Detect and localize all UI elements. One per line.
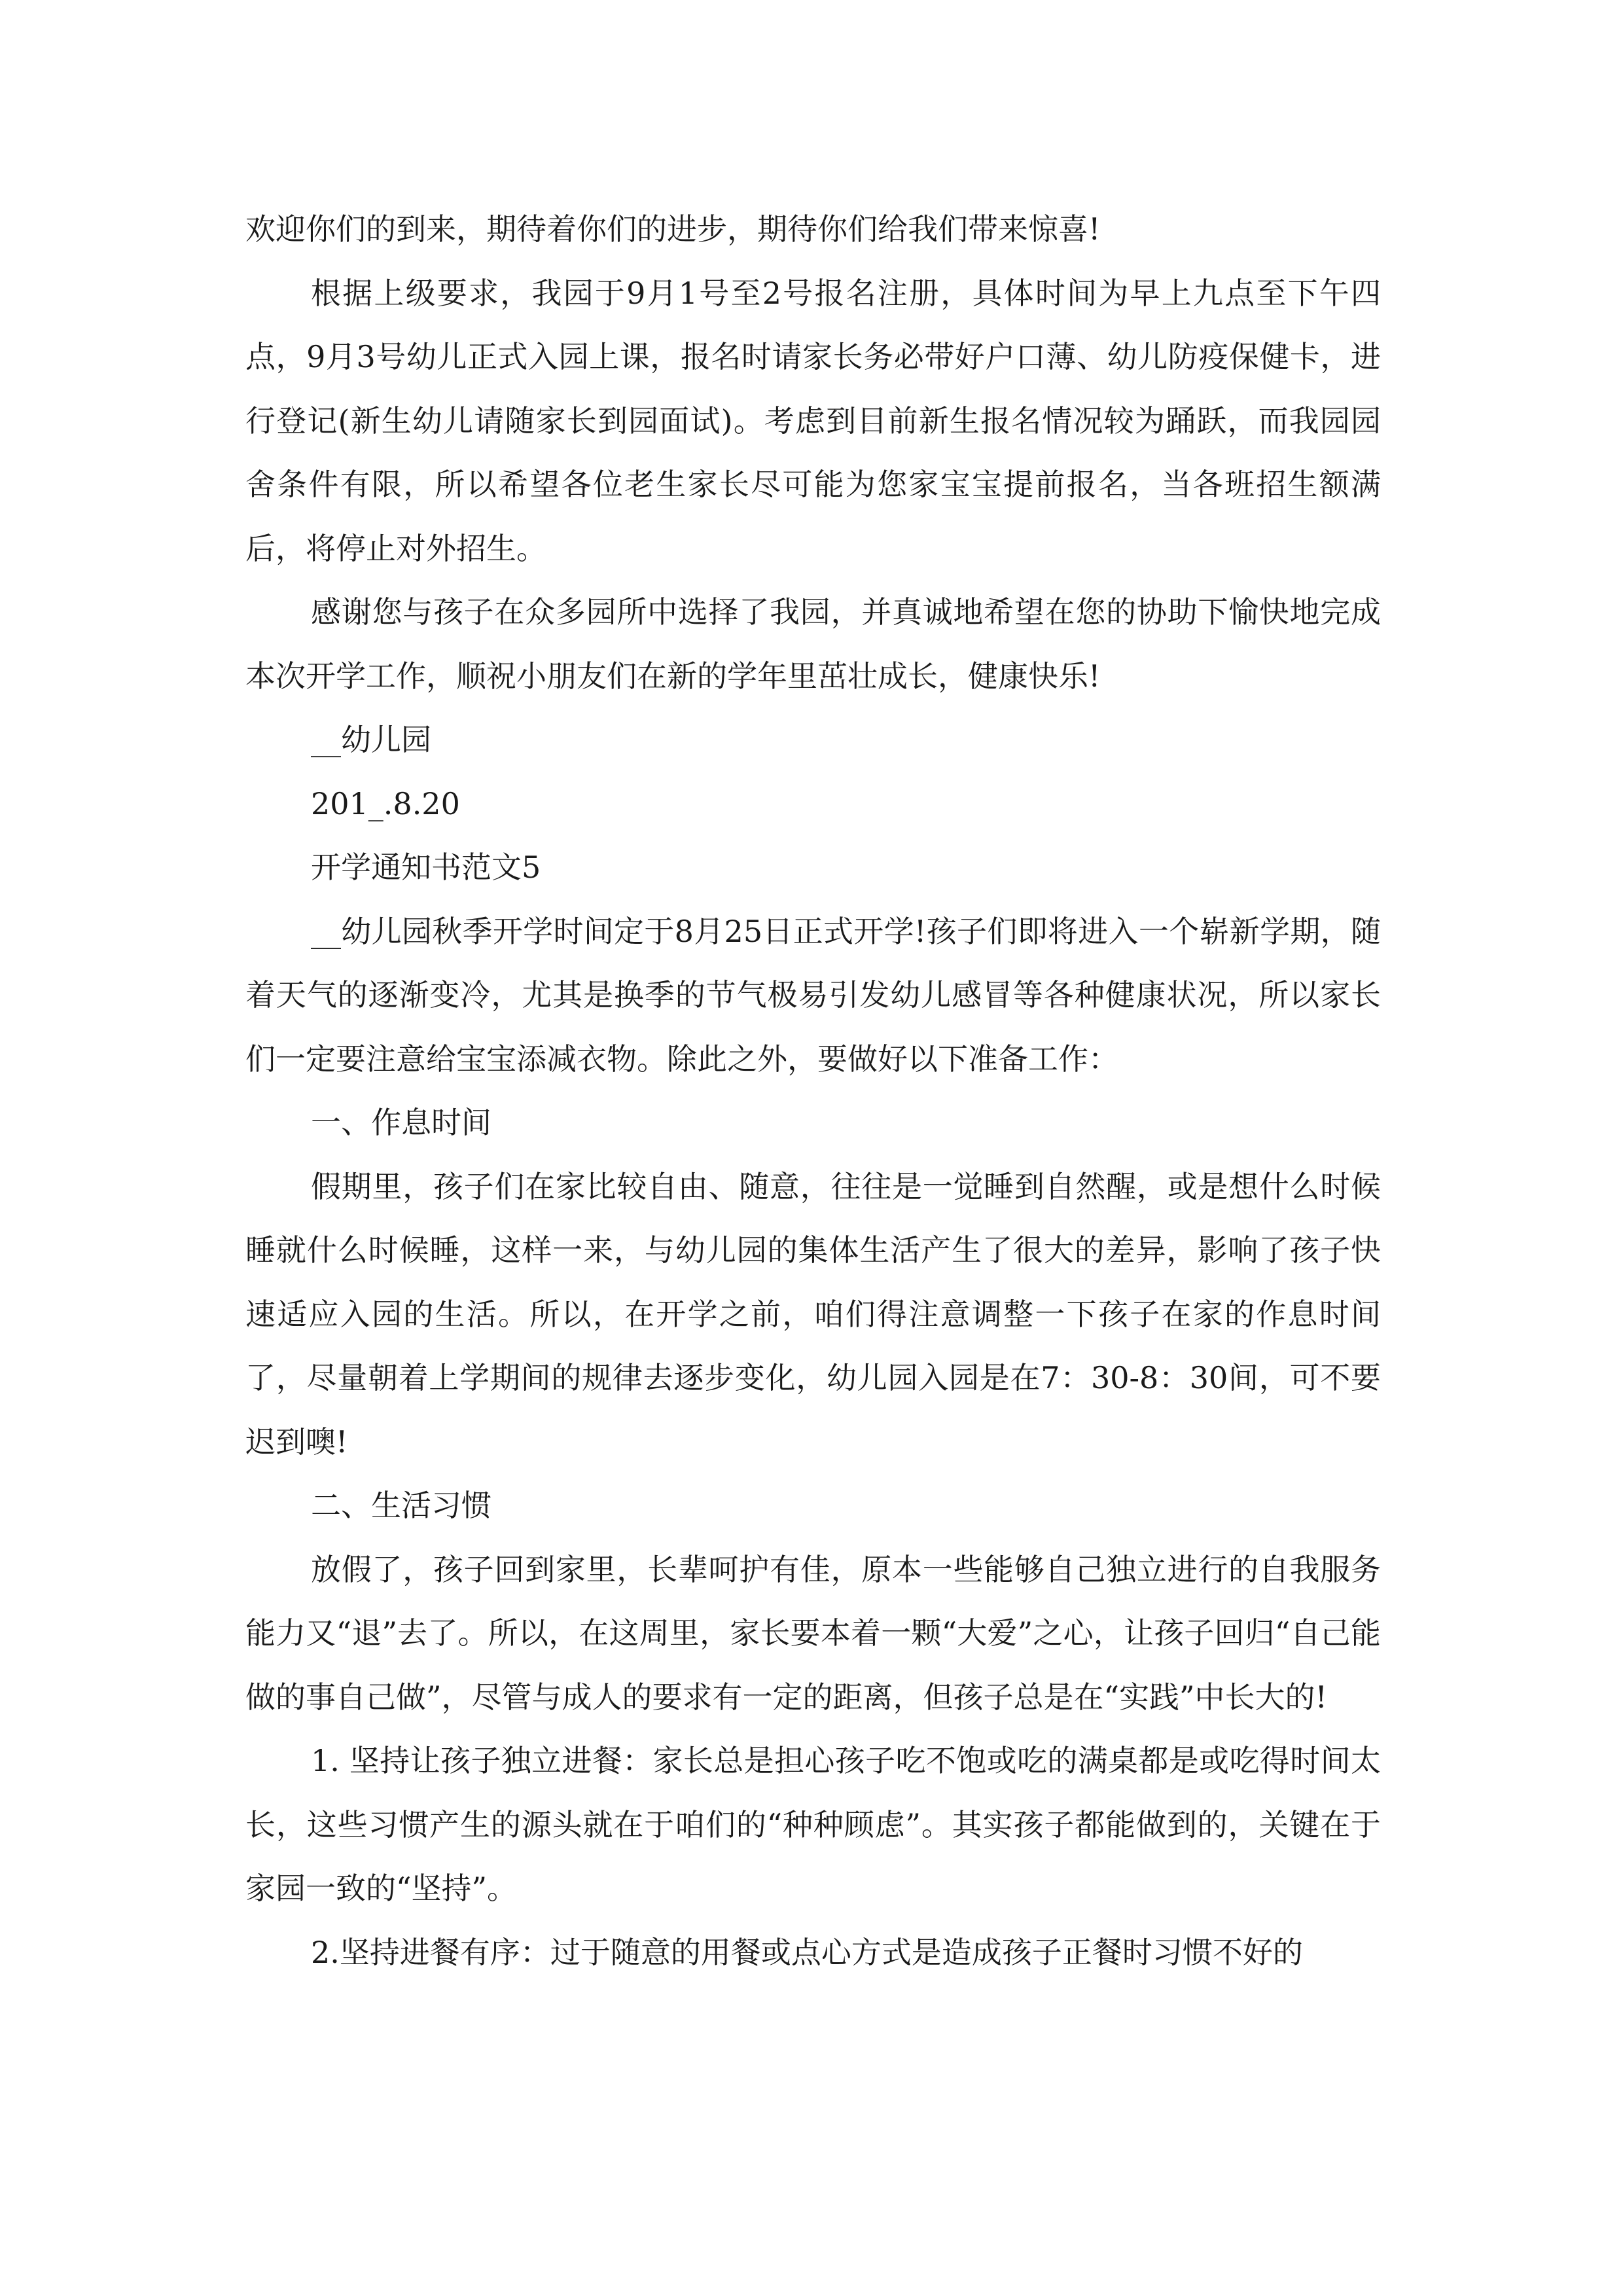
- signature-kindergarten: __幼儿园: [311, 722, 431, 757]
- signature-date: 201_.8.20: [311, 785, 460, 821]
- paragraph-habits: 放假了，孩子回到家里，长辈呵护有佳，原本一些能够自己独立进行的自我服务能力又“退”去了。所以，在这周里，家长要本着一颗“大爱”之心，让孩子回归“自己能做的事自己做”，尽管与成人的要求有一定的距离，但孩子总是在“实践”中长大的!: [245, 1551, 1381, 1715]
- paragraph-autumn-start: __幼儿园秋季开学时间定于8月25日正式开学!孩子们即将进入一个崭新学期，随着天气的逐渐变冷，尤其是换季的节气极易引发幼儿感冒等各种健康状况，所以家长们一定要注意给宝宝添减衣物。除此之外，要做好以下准备工作：: [245, 913, 1381, 1077]
- paragraph-schedule: 假期里，孩子们在家比较自由、随意，往往是一觉睡到自然醒，或是想什么时候睡就什么时候睡，这样一来，与幼儿园的集体生活产生了很大的差异，影响了孩子快速适应入园的生活。所以，在开学之前，咱们得注意调整一下孩子在家的作息时间了，尽量朝着上学期间的规律去逐步变化，幼儿园入园是在7：30-8：30间，可不要迟到噢!: [245, 1168, 1381, 1460]
- heading-habits: 二、生活习惯: [311, 1488, 491, 1523]
- paragraph-registration: 根据上级要求，我园于9月1号至2号报名注册，具体时间为早上九点至下午四点，9月3号幼儿正式入园上课，报名时请家长务必带好户口薄、幼儿防疫保健卡，进行登记(新生幼儿请随家长到园面试)。考虑到目前新生报名情况较为踊跃，而我园园舍条件有限，所以希望各位老生家长尽可能为您家宝宝提前报名，当各班招生额满后，将停止对外招生。: [245, 275, 1381, 566]
- list-item-orderly-eating: 2.坚持进餐有序：过于随意的用餐或点心方式是造成孩子正餐时习惯不好的: [311, 1934, 1303, 1970]
- paragraph-thanks: 感谢您与孩子在众多园所中选择了我园，并真诚地希望在您的协助下愉快地完成本次开学工作，顺祝小朋友们在新的学年里茁壮成长，健康快乐!: [245, 594, 1381, 694]
- paragraph-welcome: 欢迎你们的到来，期待着你们的进步，期待你们给我们带来惊喜!: [245, 211, 1101, 247]
- document-body: [245, 198, 1381, 1984]
- section-title: 开学通知书范文5: [311, 850, 541, 885]
- list-item-independent-eating: 1. 坚持让孩子独立进餐：家长总是担心孩子吃不饱或吃的满桌都是或吃得时间太长，这些习惯产生的源头就在于咱们的“种种顾虑”。其实孩子都能做到的，关键在于家园一致的“坚持”。: [245, 1743, 1381, 1906]
- heading-schedule: 一、作息时间: [311, 1105, 491, 1140]
